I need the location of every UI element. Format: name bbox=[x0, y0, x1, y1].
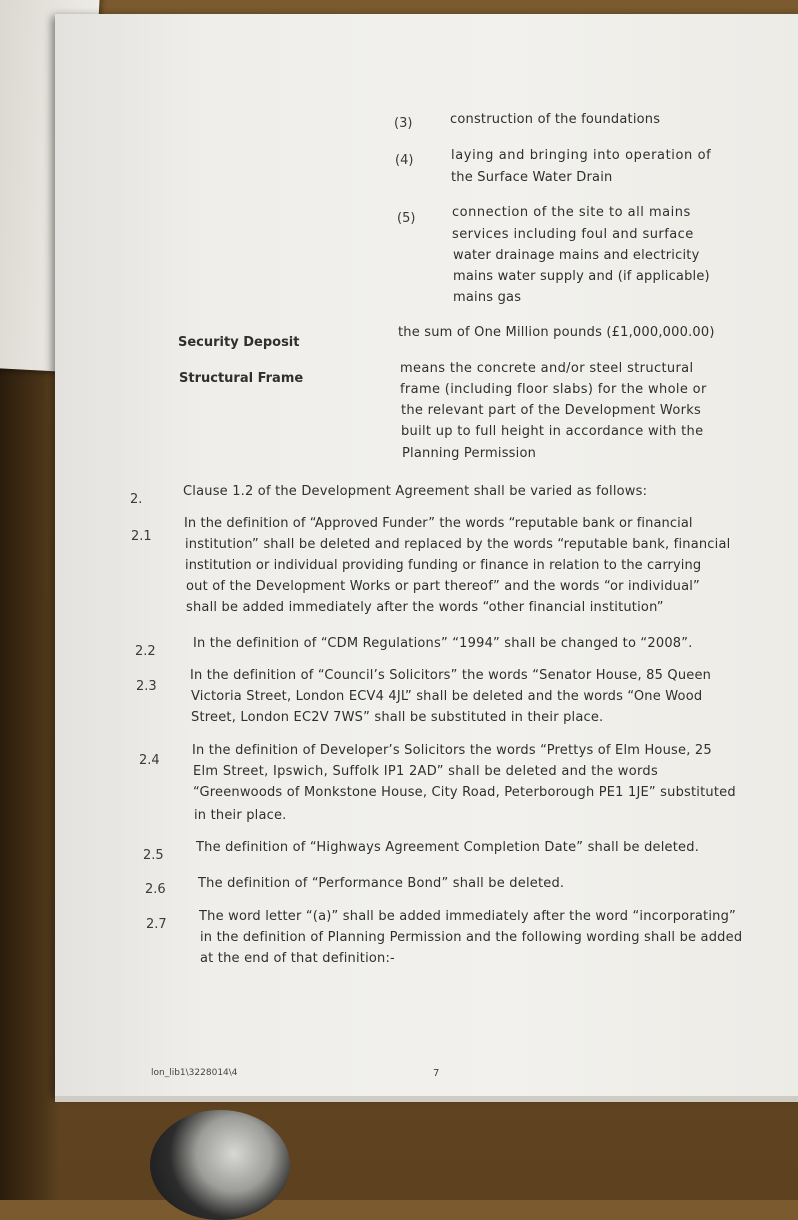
clause-2-4-line-3: “Greenwoods of Monkstone House, City Road, Peterborough PE1 1JE” substituted bbox=[193, 785, 736, 800]
definition-structural-frame-line-5: Planning Permission bbox=[402, 446, 537, 461]
bottle-object bbox=[150, 1110, 290, 1220]
clause-2-1-number: 2.1 bbox=[131, 529, 152, 544]
page-number: 7 bbox=[433, 1068, 440, 1079]
clause-2-4-line-1: In the definition of Developer’s Solicitors the words “Prettys of Elm House, 25 bbox=[192, 743, 712, 758]
clause-2-4-number: 2.4 bbox=[139, 753, 160, 768]
clause-2-2-number: 2.2 bbox=[135, 644, 156, 659]
clause-2-3-number: 2.3 bbox=[136, 679, 157, 694]
definition-structural-frame-line-4: built up to full height in accordance with the bbox=[401, 424, 704, 439]
clause-2-6-line-1: The definition of “Performance Bond” shall be deleted. bbox=[198, 876, 565, 891]
definition-term-security-deposit: Security Deposit bbox=[178, 335, 300, 350]
clause-2-line-1: Clause 1.2 of the Development Agreement shall be varied as follows: bbox=[183, 484, 648, 499]
clause-2-1-line-2: institution” shall be deleted and replaced by the words “reputable bank, financial bbox=[185, 537, 731, 552]
subitem-5-line-5: mains gas bbox=[453, 290, 522, 305]
clause-2-1-line-5: shall be added immediately after the words “other financial institution” bbox=[186, 600, 664, 615]
subitem-5-line-4: mains water supply and (if applicable) bbox=[453, 269, 710, 284]
clause-2-6-number: 2.6 bbox=[145, 882, 166, 897]
clause-2-4-line-4: in their place. bbox=[194, 808, 287, 823]
subitem-3-line-1: construction of the foundations bbox=[450, 112, 661, 127]
clause-2-7-line-2: in the definition of Planning Permission and the following wording shall be added bbox=[200, 930, 743, 945]
clause-2-number: 2. bbox=[130, 492, 143, 507]
clause-2-7-number: 2.7 bbox=[146, 917, 167, 932]
definition-security-deposit-line-1: the sum of One Million pounds (£1,000,000.00) bbox=[398, 325, 715, 340]
definition-term-structural-frame: Structural Frame bbox=[179, 371, 304, 386]
clause-2-5-number: 2.5 bbox=[143, 848, 164, 863]
clause-2-1-line-3: institution or individual providing funding or finance in relation to the carrying bbox=[185, 558, 702, 573]
clause-2-7-line-1: The word letter “(a)” shall be added immediately after the word “incorporating” bbox=[199, 909, 736, 924]
clause-2-1-line-1: In the definition of “Approved Funder” the words “reputable bank or financial bbox=[184, 516, 693, 531]
subitem-4-line-2: the Surface Water Drain bbox=[451, 170, 613, 185]
subitem-5-line-3: water drainage mains and electricity bbox=[453, 248, 700, 263]
page-stack-edge bbox=[55, 1096, 798, 1102]
clause-2-2-line-1: In the definition of “CDM Regulations” “1994” shall be changed to “2008”. bbox=[193, 636, 693, 651]
subitem-3-number: (3) bbox=[394, 116, 413, 131]
definition-structural-frame-line-2: frame (including floor slabs) for the whole or bbox=[400, 382, 707, 397]
definition-structural-frame-line-1: means the concrete and/or steel structural bbox=[400, 361, 694, 376]
clause-2-7-line-3: at the end of that definition:- bbox=[200, 951, 395, 966]
clause-2-3-line-3: Street, London EC2V 7WS” shall be substituted in their place. bbox=[191, 710, 604, 725]
subitem-4-line-1: laying and bringing into operation of bbox=[451, 148, 712, 163]
clause-2-3-line-1: In the definition of “Council’s Solicitors” the words “Senator House, 85 Queen bbox=[190, 668, 712, 683]
clause-2-5-line-1: The definition of “Highways Agreement Completion Date” shall be deleted. bbox=[196, 840, 700, 855]
subitem-5-line-1: connection of the site to all mains bbox=[452, 205, 691, 220]
subitem-5-number: (5) bbox=[397, 211, 416, 226]
definition-structural-frame-line-3: the relevant part of the Development Works bbox=[401, 403, 702, 418]
clause-2-3-line-2: Victoria Street, London ECV4 4JL” shall be deleted and the words “One Wood bbox=[191, 689, 703, 704]
clause-2-4-line-2: Elm Street, Ipswich, Suffolk IP1 2AD” shall be deleted and the words bbox=[193, 764, 659, 779]
subitem-5-line-2: services including foul and surface bbox=[452, 227, 694, 242]
footer-document-reference: lon_lib1\3228014\4 bbox=[151, 1068, 238, 1078]
subitem-4-number: (4) bbox=[395, 153, 414, 168]
clause-2-1-line-4: out of the Development Works or part thereof” and the words “or individual” bbox=[186, 579, 700, 594]
